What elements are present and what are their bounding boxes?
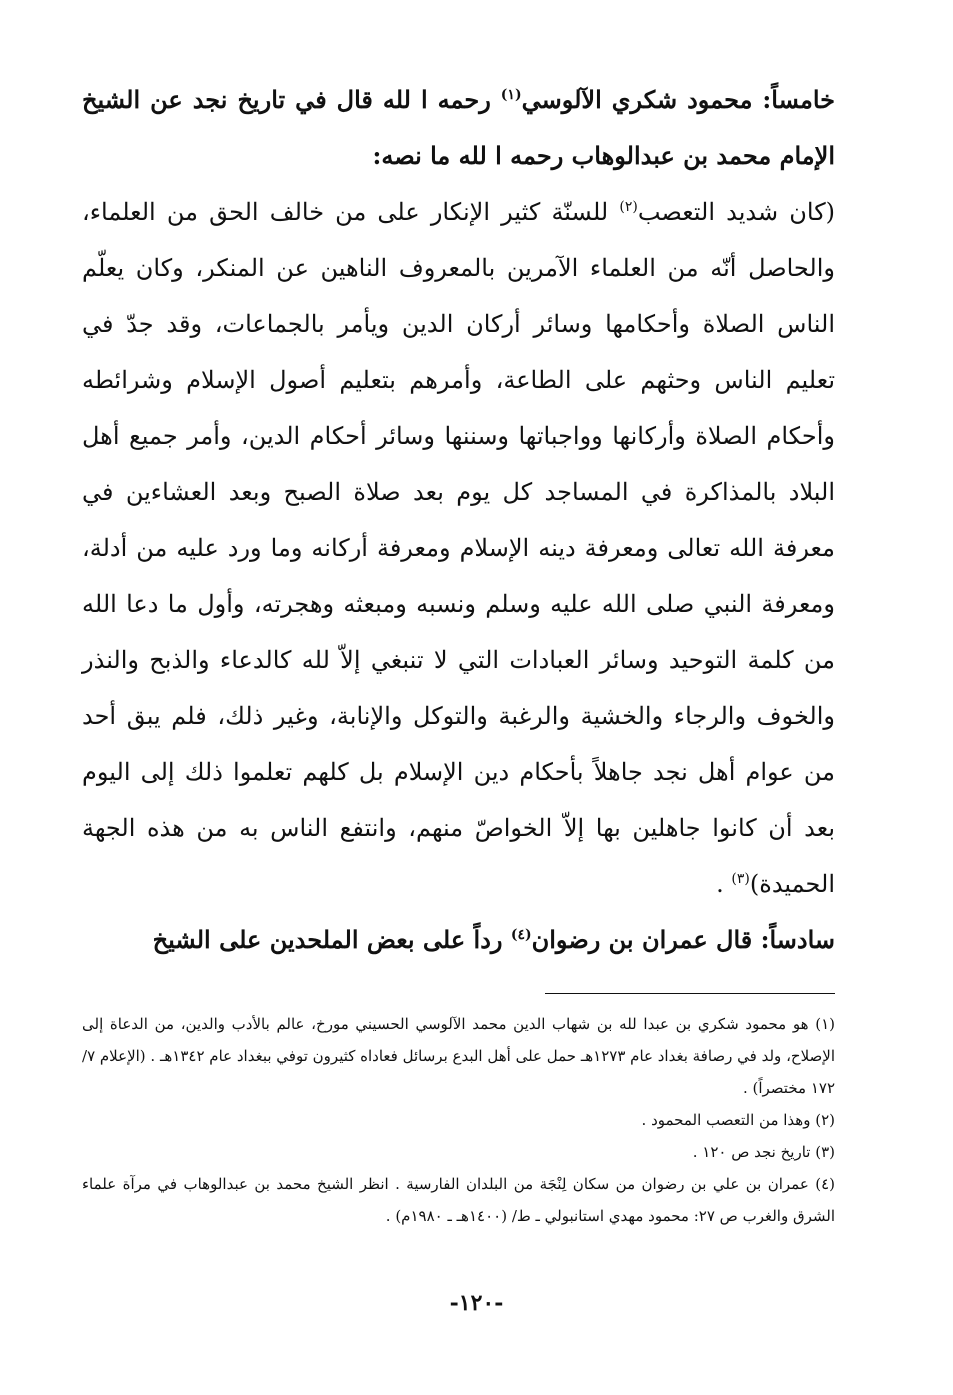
heading-text-cont: رداً على بعض الملحدين على الشيخ (152, 925, 511, 954)
footnote: (٣) تاريخ نجد ص ١٢٠ . (692, 1143, 835, 1161)
footnote: (٤) عمران بن علي بن رضوان من سكان لِنْجَة من البلدان الفارسية . انظر الشيخ محمد بن عبدالوهاب في مرآة علماء الشرق والغرب ص ٢٧: محمود مهدي استانبولي ـ ط/ (١٤٠٠هـ ـ ١٩٨٠م) . (82, 1175, 835, 1225)
section-heading-6 (82, 912, 835, 968)
main-text (82, 72, 835, 968)
quote-text: (كان شديد التعصب (637, 198, 835, 226)
heading-text-cont: رحمه ا لله قال في تاريخ نجد عن الشيخ الإمام محمد بن عبدالوهاب رحمه ا لله ما نصه: (82, 85, 835, 170)
footnote: (٢) وهذا من التعصب المحمود . (641, 1111, 835, 1129)
heading-text: سادساً: قال عمران بن رضوان (531, 925, 835, 954)
footnote-ref: (٤) (510, 927, 532, 943)
footnotes (82, 1008, 835, 1232)
footnote-divider (545, 993, 835, 994)
heading-text: خامساً: محمود شكري الآلوسي (521, 85, 836, 114)
quote-end: . (716, 870, 732, 898)
page-number: -١٢٠- (449, 1290, 504, 1316)
quote-text-cont: للسنّة كثير الإنكار على من خالف الحق من العلماء، والحاصل أنّه من العلماء الآمرين بالمعروف الناهين عن المنكر، وكان يعلّم الناس الصلاة وأحكامها وسائر أركان الدين ويأمر بالجماعات، وقد جدّ في تعليم الناس وحثهم على الطاعة، وأمرهم بتعليم أصول الإسلام وشرائطه وأحكام الصلاة وأركانها وواجباتها وسننها وسائر أحكام الدين، وأمر جميع أهل البلاد بالمذاكرة في المساجد كل يوم بعد صلاة الصبح وبعد العشاءين في معرفة الله تعالى ومعرفة دينه الإسلام ومعرفة أركانه وما ورد عليه من أدلة، ومعرفة النبي صلى الله عليه وسلم ونسبه ومبعثه وهجرته، وأول ما دعا الله من كلمة التوحيد وسائر العبادات التي لا تنبغي إلاّ لله كالدعاء والذبح والنذر والخوف والرجاء والخشية والرغبة والتوكل والإنابة، وغير ذلك، فلم يبق أحد من عوام أهل نجد جاهلاً بأحكام دين الإسلام بل كلهم تعلموا ذلك إلى اليوم بعد أن كانوا جاهلين بها إلاّ الخواصّ منهم، وانتفع الناس به من هذه الجهة الحميدة) (82, 198, 835, 898)
quote-paragraph (82, 184, 835, 912)
section-heading-5 (82, 72, 835, 184)
footnote: (١) هو محمود شكري بن عبدا لله بن شهاب الدين محمد الآلوسي الحسيني مورخ، عالم بالأدب والدين، من الدعاة إلى الإصلاح، ولد في رصافة بغداد عام ١٢٧٣هـ حمل على أهل البدع برسائل فعاداه كثيرون توفي ببغداد عام ١٣٤٢هـ . (الإعلام ٧/ ١٧٢ مختصراً) . (82, 1015, 836, 1097)
footnote-ref: (٣) (731, 871, 750, 887)
footnote-ref: (١) (500, 87, 522, 103)
footnote-ref: (٢) (619, 199, 638, 215)
